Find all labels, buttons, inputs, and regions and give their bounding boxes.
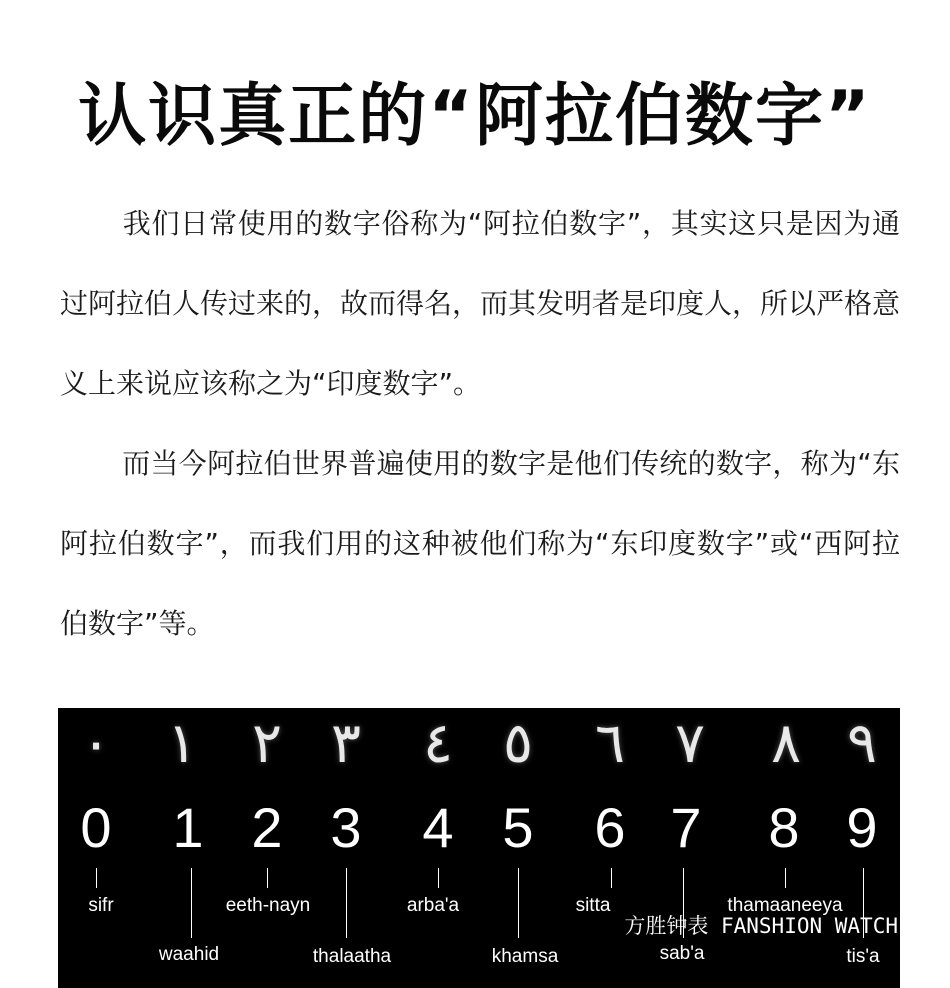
western-digit-7: 7 xyxy=(670,796,702,859)
arabic-numeral-3: ٣ xyxy=(330,711,362,776)
tick-line-0 xyxy=(96,868,97,888)
western-digit-2: 2 xyxy=(251,796,283,859)
numeral-name-7: sab'a xyxy=(659,943,705,964)
numeral-name-2: eeth-nayn xyxy=(225,895,311,916)
paragraph-2 xyxy=(60,424,900,664)
arabic-numeral-2: ٢ xyxy=(251,711,283,776)
brand-watermark: 方胜钟表 FANSHION WATCH xyxy=(624,914,898,938)
paragraph-1 xyxy=(60,184,900,424)
tick-line-8 xyxy=(785,868,786,888)
western-digit-9: 9 xyxy=(846,796,878,859)
numerals-panel xyxy=(58,708,900,988)
western-digit-0: 0 xyxy=(80,796,112,859)
paragraph-2-text: 而当今阿拉伯世界普遍使用的数字是他们传统的数字，称为“东阿拉伯数字”，而我们用的这种被他们称为“东印度数字”或“西阿拉伯数字”等。 xyxy=(60,447,900,640)
arabic-numeral-5: ٥ xyxy=(502,711,534,776)
paragraph-1-text: 我们日常使用的数字俗称为“阿拉伯数字”，其实这只是因为通过阿拉伯人传过来的，故而得名，而其发明者是印度人，所以严格意义上来说应该称之为“印度数字”。 xyxy=(60,207,901,400)
numeral-name-8: thamaaneeya xyxy=(727,895,843,916)
numeral-name-6: sitta xyxy=(575,895,611,916)
western-digit-5: 5 xyxy=(502,796,534,859)
numeral-name-5: khamsa xyxy=(491,946,559,967)
arabic-numeral-7: ٧ xyxy=(674,711,706,776)
arabic-numeral-9: ٩ xyxy=(846,711,878,776)
tick-line-6 xyxy=(611,868,612,888)
arabic-numeral-8: ٨ xyxy=(770,711,802,776)
western-digit-8: 8 xyxy=(768,796,800,859)
tick-line-2 xyxy=(267,868,268,888)
arabic-numeral-1: ١ xyxy=(166,711,198,776)
western-digit-1: 1 xyxy=(172,796,204,859)
numeral-name-9: tis'a xyxy=(846,946,880,967)
numeral-name-3: thalaatha xyxy=(312,946,392,967)
arabic-numeral-0: ٠ xyxy=(80,711,112,776)
tick-line-4 xyxy=(438,868,439,888)
numeral-name-1: waahid xyxy=(158,944,220,965)
numeral-name-0: sifr xyxy=(88,895,114,916)
arabic-numeral-6: ٦ xyxy=(594,711,626,776)
arabic-numeral-4: ٤ xyxy=(422,711,454,776)
western-digit-3: 3 xyxy=(330,796,362,859)
tick-line-3 xyxy=(346,868,347,938)
western-digit-4: 4 xyxy=(422,796,454,859)
western-digit-6: 6 xyxy=(594,796,626,859)
tick-line-1 xyxy=(191,868,192,938)
numeral-name-4: arba'a xyxy=(406,895,460,916)
tick-line-5 xyxy=(518,868,519,938)
page-title: 认识真正的“阿拉伯数字” xyxy=(78,77,872,156)
